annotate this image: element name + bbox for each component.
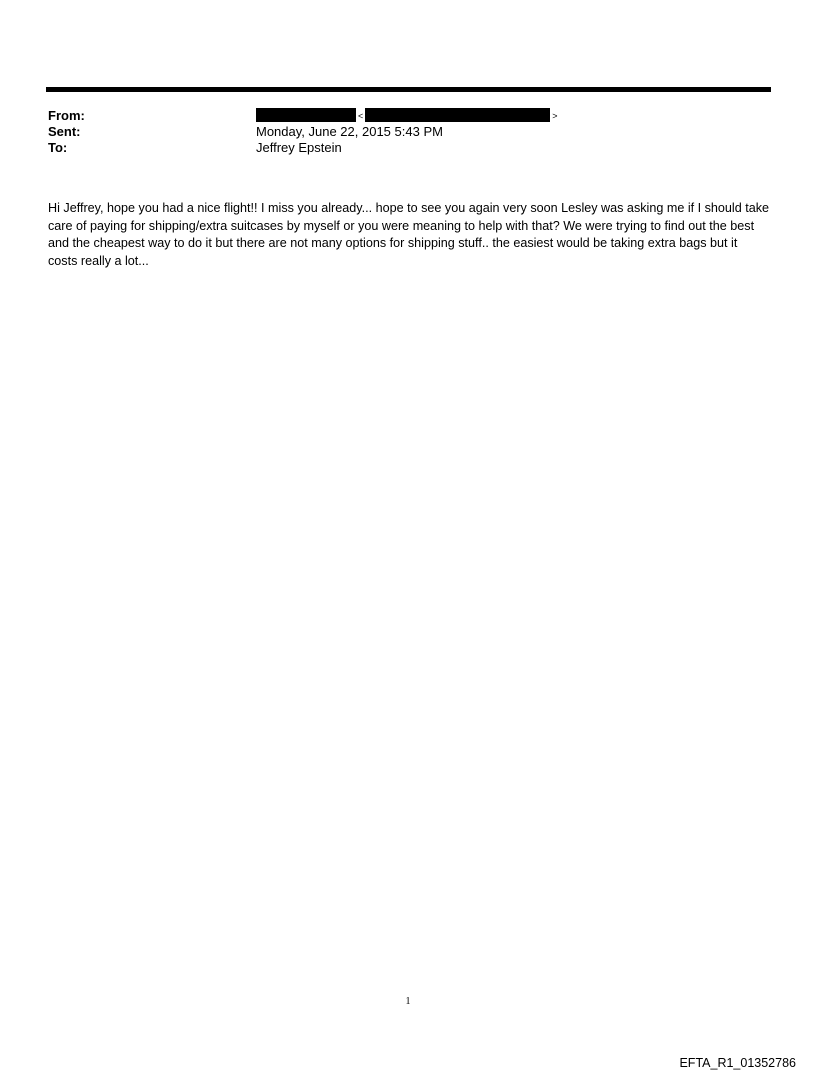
sender-email-redaction [365, 108, 550, 122]
email-header [48, 108, 768, 156]
sent-row [48, 124, 768, 140]
from-row [48, 108, 768, 124]
to-value: Jeffrey Epstein [256, 140, 342, 155]
header-rule [46, 87, 771, 92]
from-value [256, 108, 560, 124]
sent-label: Sent: [48, 124, 81, 139]
bates-number: EFTA_R1_01352786 [679, 1056, 796, 1070]
from-open-bracket: < [358, 111, 364, 121]
sender-name-redaction [256, 108, 356, 122]
from-label: From: [48, 108, 85, 123]
to-row [48, 140, 768, 156]
to-label: To: [48, 140, 68, 155]
sent-value: Monday, June 22, 2015 5:43 PM [256, 124, 443, 139]
email-body: Hi Jeffrey, hope you had a nice flight!! I miss you already... hope to see you again very soon Lesley was asking me if I should take care of paying for shipping/extra suitcases by myself or you were meaning to help with that? We were trying to find out the best and the cheapest way to do it but there are not many options for shipping stuff.. the easiest would be taking extra bags but it costs really a lot... [48, 201, 770, 268]
page-number: 1 [405, 996, 411, 1007]
from-close-bracket: > [552, 111, 558, 121]
